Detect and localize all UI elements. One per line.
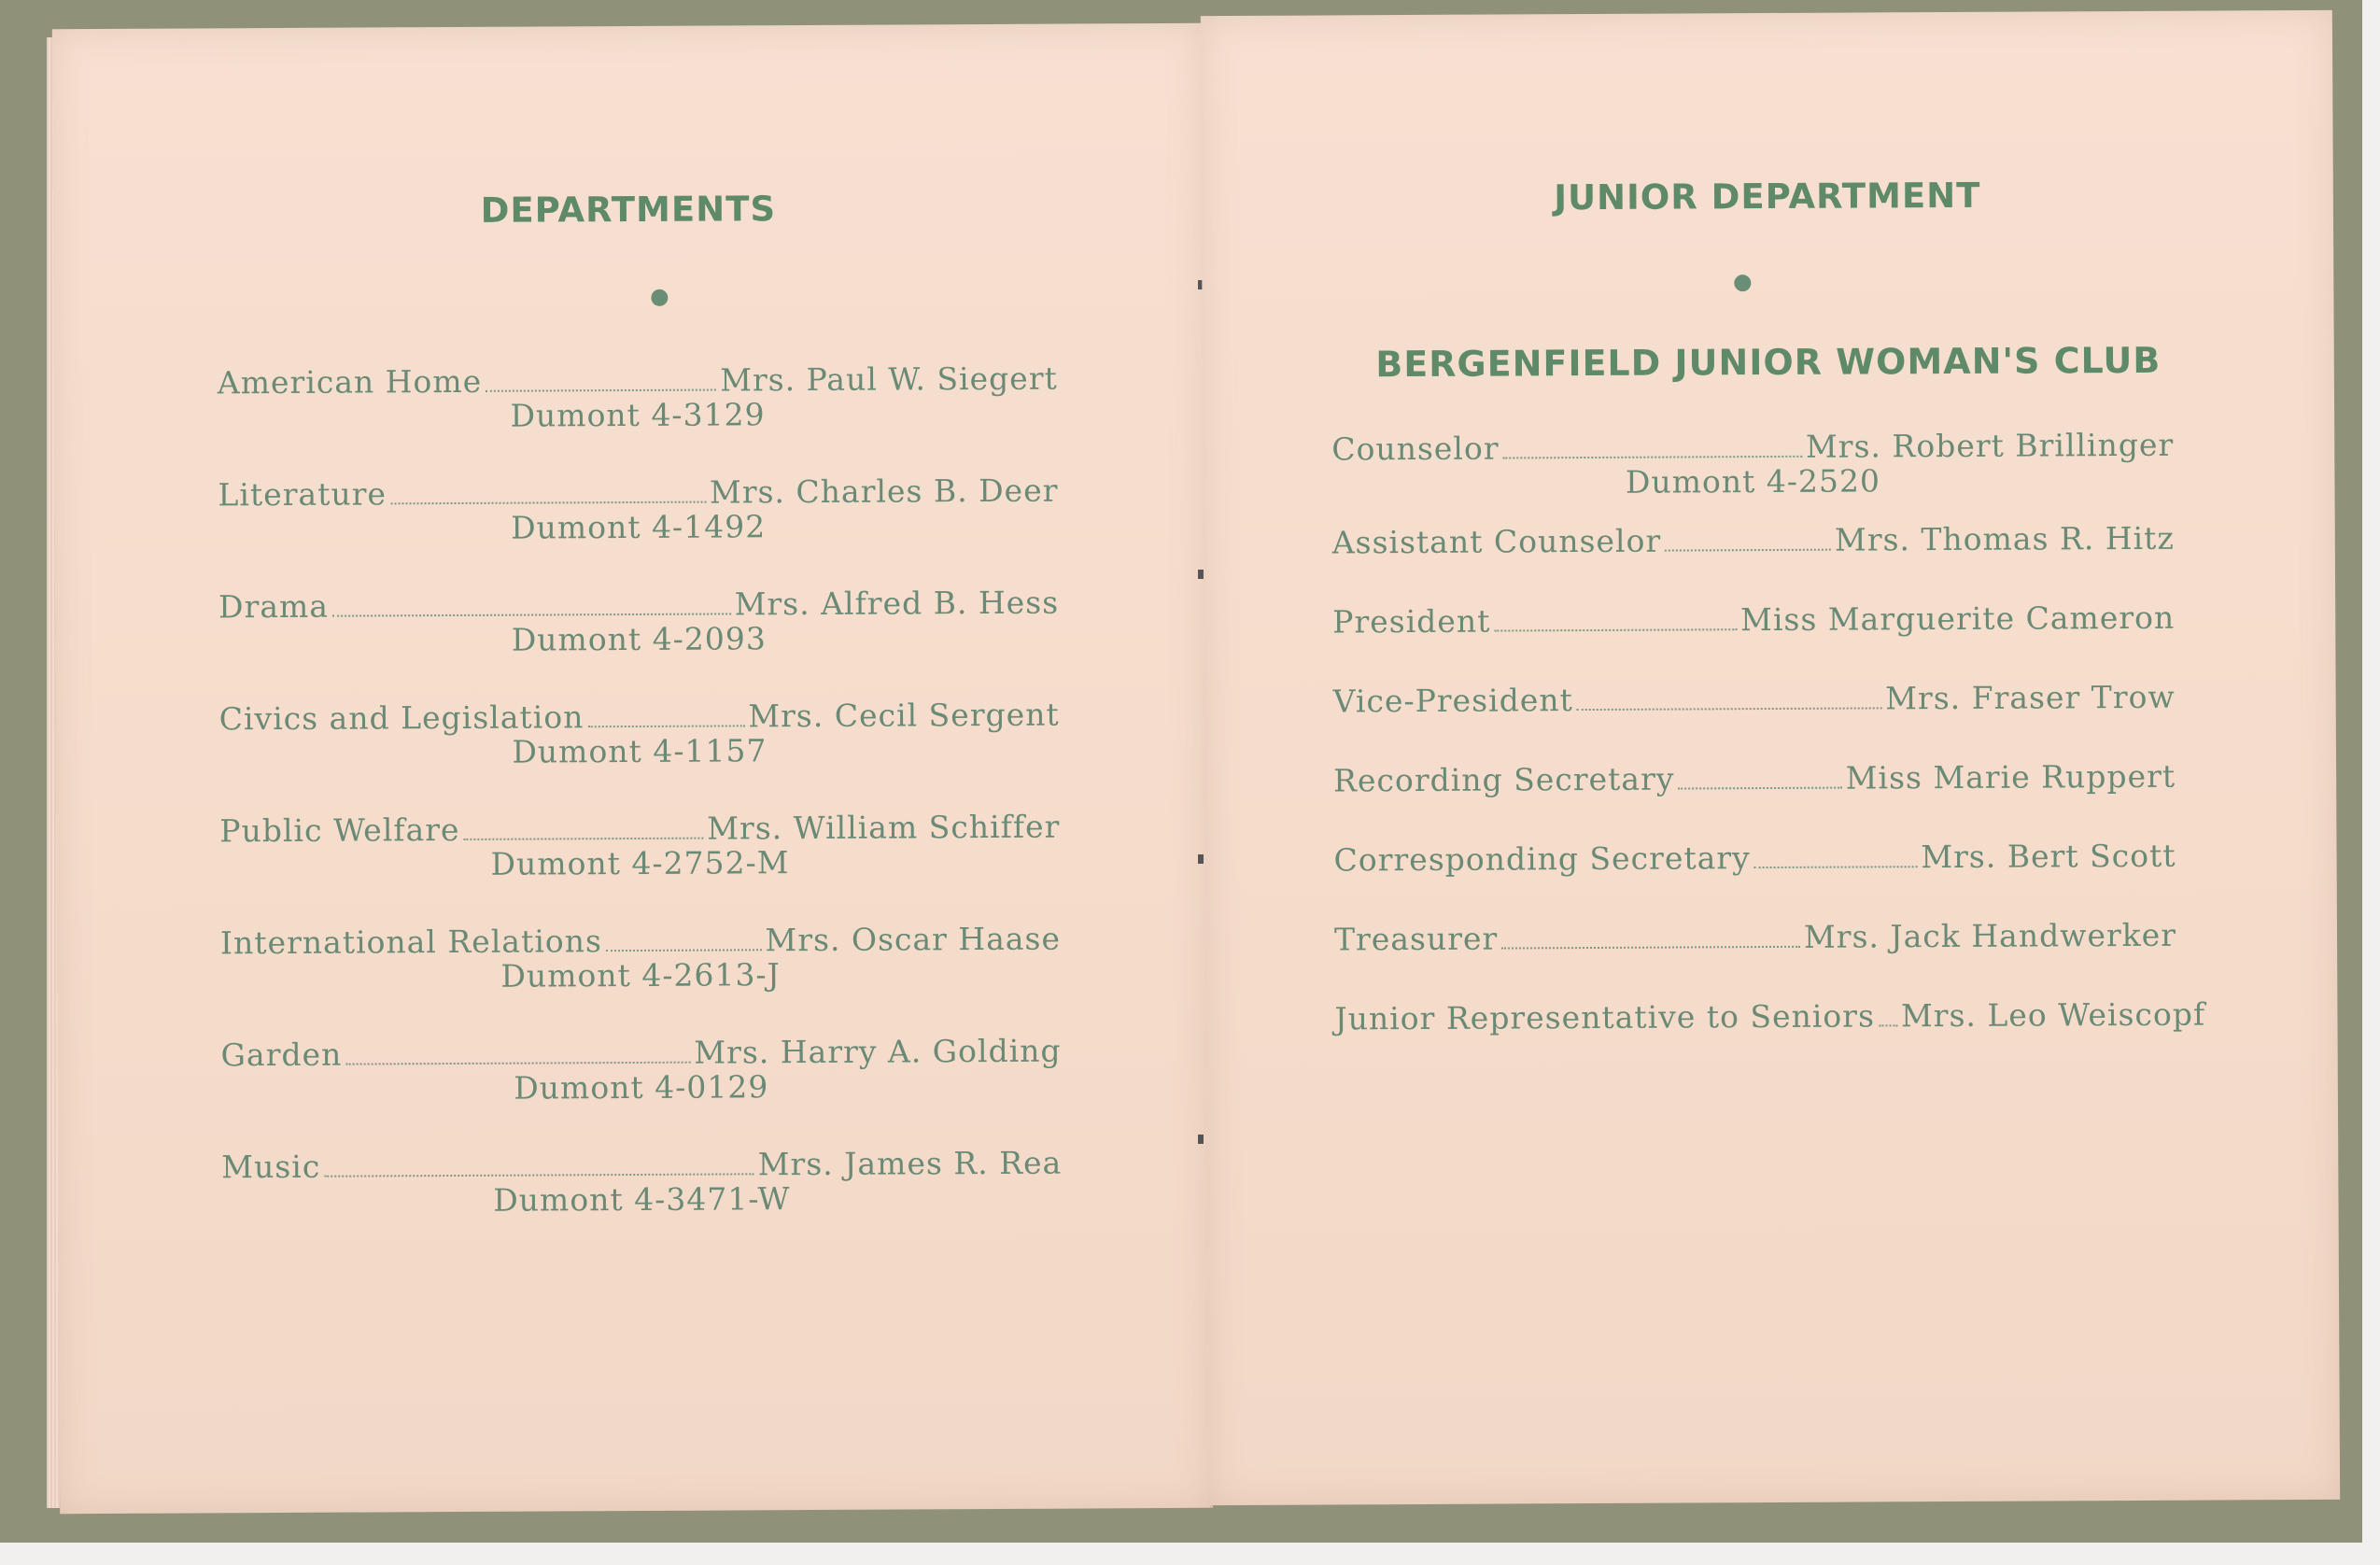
entry-phone: Dumont 4-0129 xyxy=(514,1068,769,1107)
entry-name: Mrs. Harry A. Golding xyxy=(694,1032,1062,1071)
dot-leader xyxy=(390,501,706,505)
entry-name: Mrs. Alfred B. Hess xyxy=(734,584,1060,623)
entry-label: Junior Representative to Seniors xyxy=(1334,997,1876,1037)
dot-leader xyxy=(1577,707,1881,711)
ornament-dot xyxy=(1734,275,1751,291)
entry-label: Garden xyxy=(220,1036,343,1074)
entry-label: Music xyxy=(221,1148,321,1186)
entry-phone: Dumont 4-2093 xyxy=(511,620,767,658)
entry-name: Miss Marie Ruppert xyxy=(1845,757,2176,797)
dot-leader xyxy=(1665,549,1831,552)
entry-name: Mrs. Thomas R. Hitz xyxy=(1834,519,2175,558)
department-entry xyxy=(220,921,1061,996)
entry-name: Mrs. Bert Scott xyxy=(1921,837,2176,876)
dot-leader xyxy=(1678,787,1841,790)
officer-entry xyxy=(1334,995,2206,1037)
entry-label: Corresponding Secretary xyxy=(1333,839,1751,879)
entry-label: Literature xyxy=(218,475,387,514)
officer-entry xyxy=(1332,599,2175,641)
dot-leader xyxy=(1754,866,1918,868)
department-entry xyxy=(219,809,1060,884)
entry-label: Vice-President xyxy=(1332,682,1573,720)
entry-name: Mrs. Oscar Haase xyxy=(765,920,1062,959)
entry-label: President xyxy=(1332,602,1491,641)
entry-name: Mrs. Charles B. Deer xyxy=(709,472,1059,511)
dot-leader xyxy=(345,1062,690,1065)
entry-label: International Relations xyxy=(219,923,602,962)
entry-name: Mrs. Robert Brillinger xyxy=(1805,426,2175,465)
departments-heading: DEPARTMENTS xyxy=(480,189,777,231)
entry-label: Assistant Counselor xyxy=(1331,522,1662,561)
dot-leader xyxy=(324,1173,753,1177)
entry-name: Miss Marguerite Cameron xyxy=(1740,599,2176,639)
entry-phone: Dumont 4-1492 xyxy=(511,508,767,546)
officer-entry xyxy=(1333,758,2176,799)
entry-phone: Dumont 4-2613-J xyxy=(500,956,781,994)
entry-name: Mrs. William Schiffer xyxy=(707,808,1061,847)
entry-label: Recording Secretary xyxy=(1333,760,1675,799)
dot-leader xyxy=(1879,1024,1897,1026)
entry-label: Drama xyxy=(218,587,330,626)
entry-phone: Dumont 4-2752-M xyxy=(490,844,790,882)
left-page xyxy=(52,23,1213,1514)
department-entry xyxy=(219,697,1060,772)
department-entry xyxy=(220,1033,1061,1108)
officer-entry xyxy=(1331,427,2174,502)
entry-name: Mrs. Jack Handwerker xyxy=(1803,916,2177,955)
entry-label: Civics and Legislation xyxy=(218,698,584,738)
dot-leader xyxy=(606,949,762,952)
ornament-dot xyxy=(651,289,668,306)
entry-phone: Dumont 4-2520 xyxy=(1625,462,1881,501)
entry-name: Mrs. Cecil Sergent xyxy=(748,696,1060,735)
department-entry xyxy=(218,360,1058,436)
officer-entry xyxy=(1333,838,2176,879)
entry-phone: Dumont 4-1157 xyxy=(512,732,768,770)
department-entry xyxy=(221,1145,1062,1220)
right-page xyxy=(1201,10,2340,1505)
department-entry xyxy=(218,585,1059,660)
entry-label: Counselor xyxy=(1331,430,1500,468)
dot-leader xyxy=(1494,628,1737,631)
entry-name: Mrs. Paul W. Siegert xyxy=(720,360,1058,399)
entry-label: American Home xyxy=(217,362,483,402)
dot-leader xyxy=(1503,456,1802,459)
club-name-heading: BERGENFIELD JUNIOR WOMAN'S CLUB xyxy=(1375,339,2162,386)
entry-name: Mrs. Leo Weiscopf xyxy=(1900,995,2206,1035)
entry-name: Mrs. Fraser Trow xyxy=(1885,678,2176,717)
junior-department-heading: JUNIOR DEPARTMENT xyxy=(1554,175,1981,219)
dot-leader xyxy=(332,613,731,616)
department-entry xyxy=(218,472,1058,548)
dot-leader xyxy=(486,389,716,392)
dot-leader xyxy=(1501,946,1800,950)
entry-phone: Dumont 4-3471-W xyxy=(493,1180,791,1219)
dot-leader xyxy=(587,725,744,727)
entry-phone: Dumont 4-3129 xyxy=(510,396,766,434)
binding-staple xyxy=(1198,854,1204,864)
entry-name: Mrs. James R. Rea xyxy=(757,1144,1063,1183)
binding-staple xyxy=(1198,1135,1204,1144)
dot-leader xyxy=(464,838,704,840)
officer-entry xyxy=(1332,520,2175,561)
officer-entry xyxy=(1334,917,2176,958)
entry-label: Treasurer xyxy=(1333,920,1499,958)
officer-entry xyxy=(1333,679,2176,720)
entry-label: Public Welfare xyxy=(219,811,460,850)
